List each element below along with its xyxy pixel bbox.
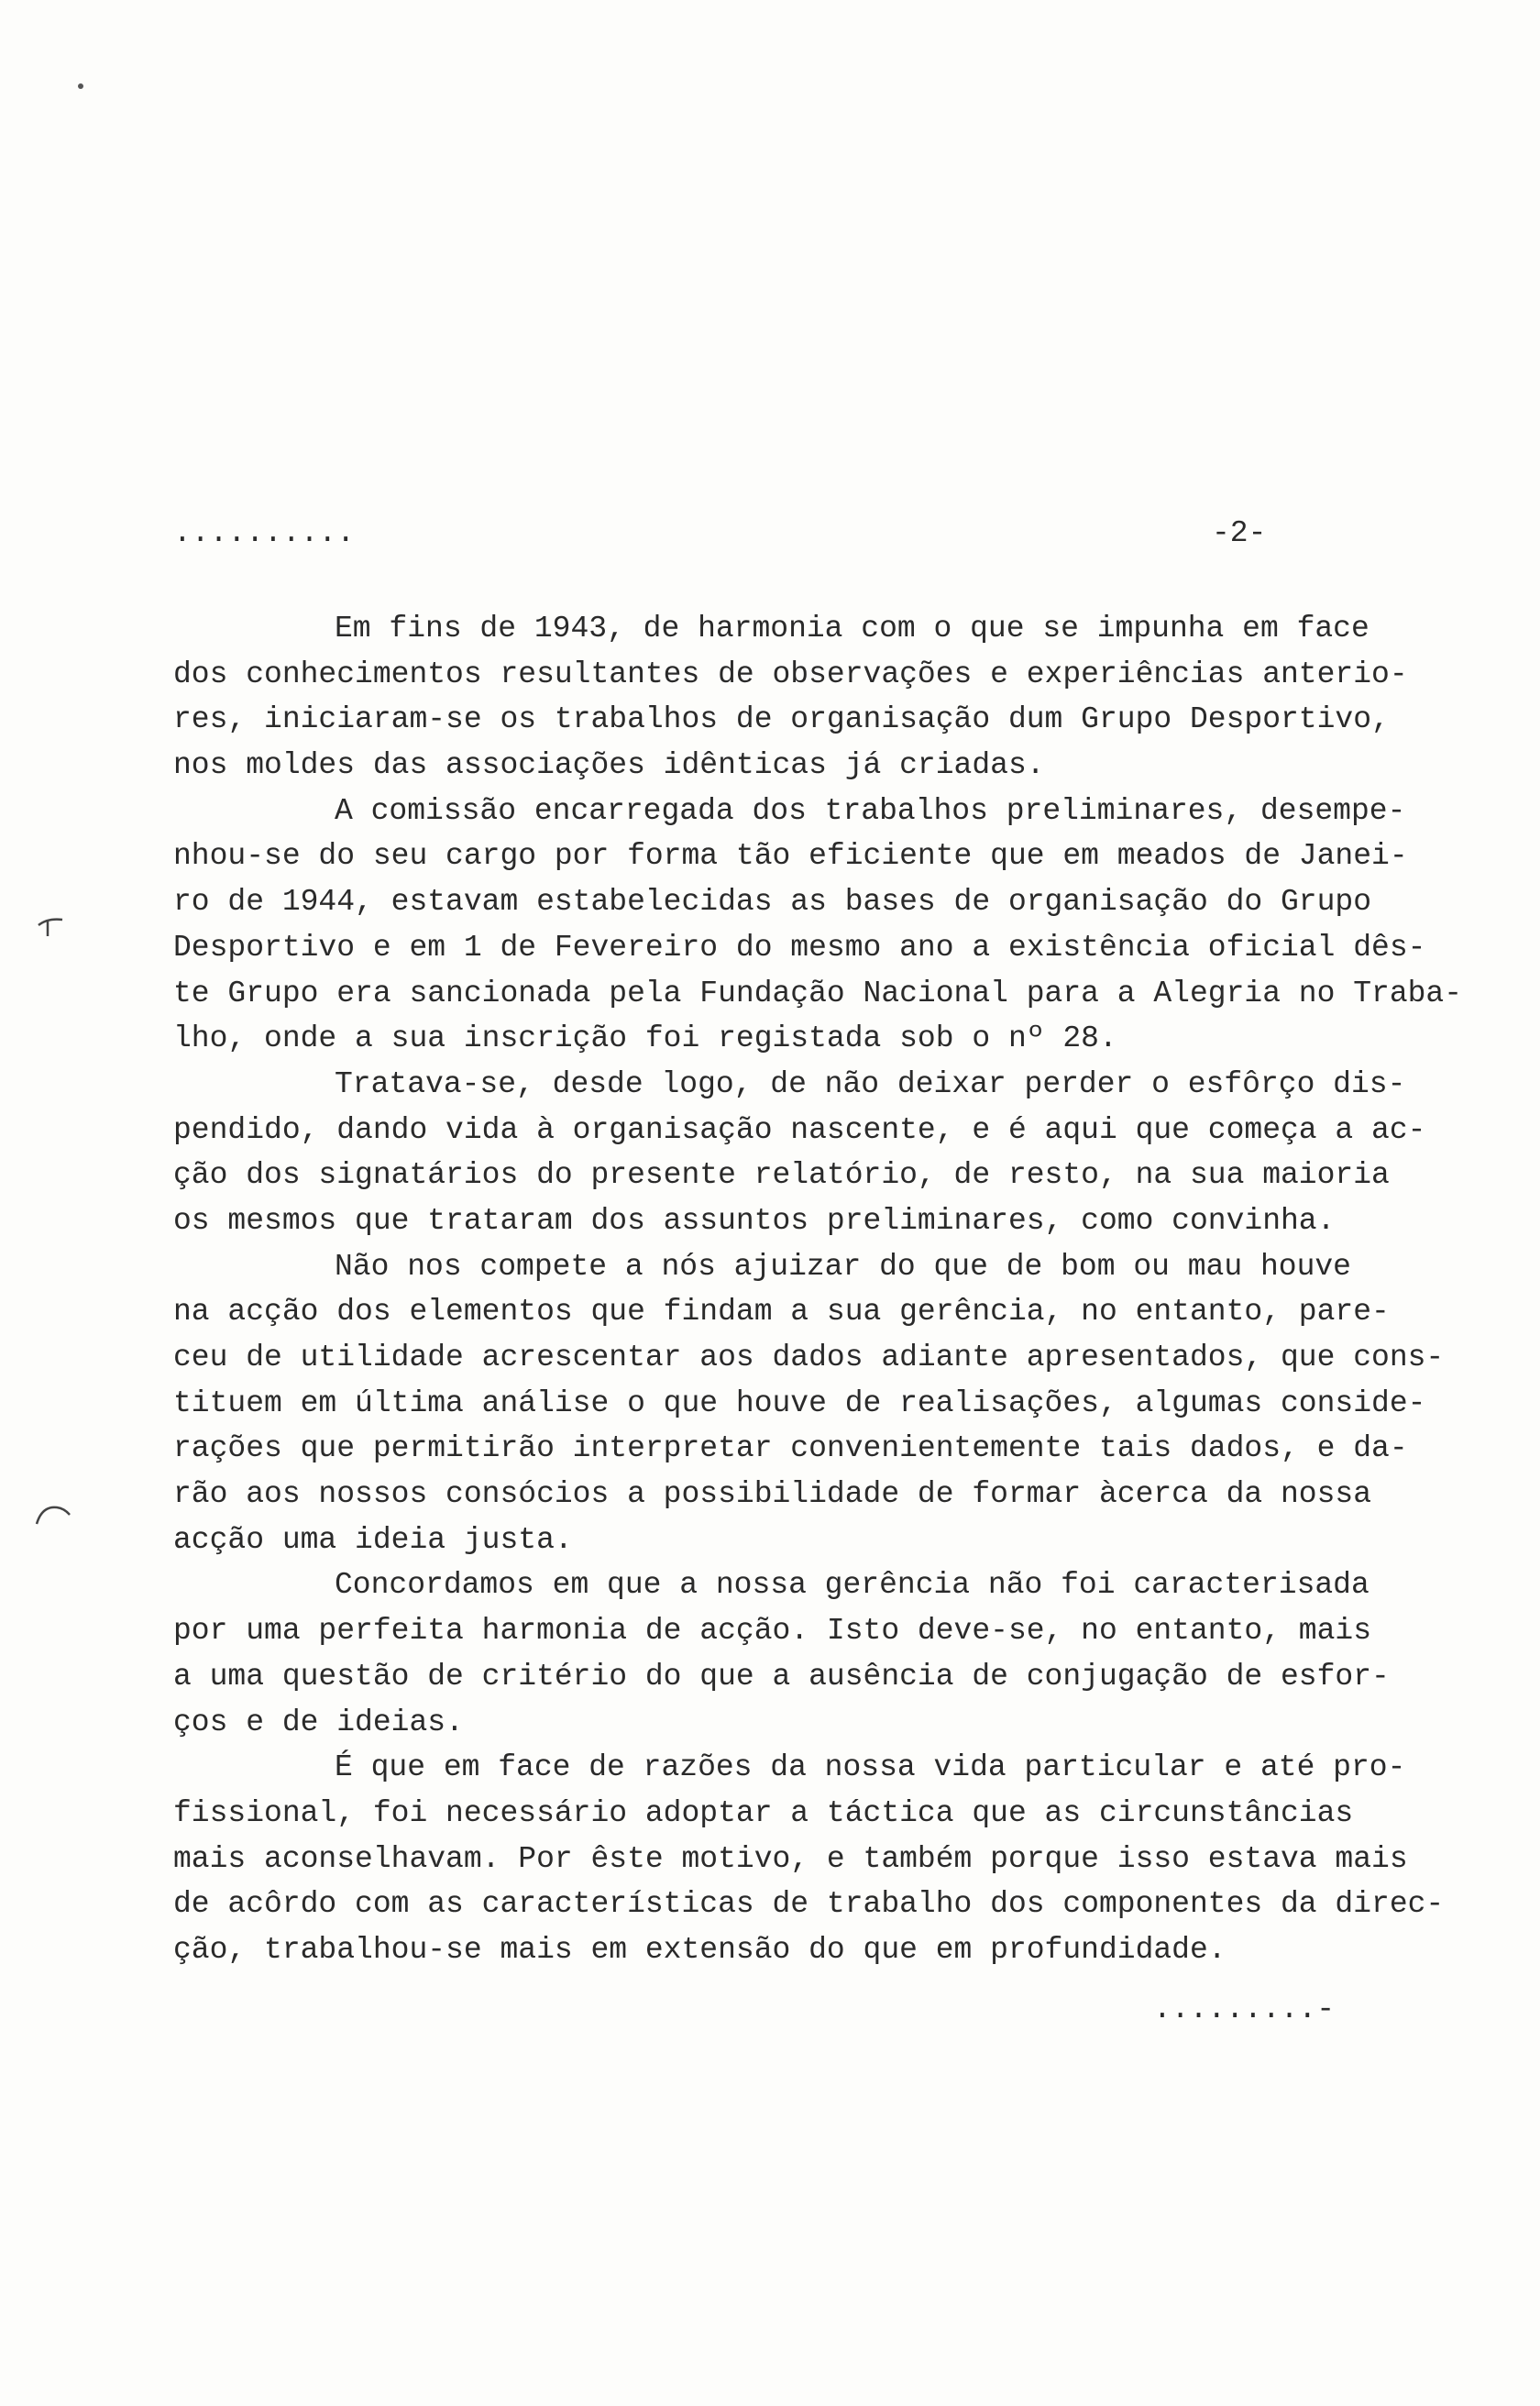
text-line: fissional, foi necessário adoptar a táctica que as circunstâncias [173, 1795, 1354, 1830]
paragraph [173, 1745, 1462, 1972]
text-line: ços e de ideias. [173, 1705, 464, 1739]
text-line: pendido, dando vida à organisação nascente, e é aqui que começa a ac- [173, 1112, 1426, 1147]
text-line: nos moldes das associações idênticas já criadas. [173, 748, 1045, 783]
text-line: ção dos signatários do presente relatório, de resto, na sua maioria [173, 1158, 1390, 1193]
text-line: de acôrdo com as características de trabalho dos componentes da direc- [173, 1887, 1445, 1922]
text-line: ção, trabalhou-se mais em extensão do que em profundidade. [173, 1932, 1226, 1967]
text-line: Concordamos em que a nossa gerência não foi caracterisada [335, 1568, 1370, 1603]
text-line: Em fins de 1943, de harmonia com o que se impunha em face [335, 612, 1370, 646]
text-line: te Grupo era sancionada pela Fundação Nacional para a Alegria no Traba- [173, 976, 1463, 1010]
body-text [173, 606, 1462, 1973]
margin-arc-mark [33, 1500, 73, 1528]
text-line: rações que permitirão interpretar convenientemente tais dados, e da- [173, 1431, 1408, 1466]
text-line: os mesmos que trataram dos assuntos preliminares, como convinha. [173, 1203, 1336, 1238]
text-line: ceu de utilidade acrescentar aos dados adiante apresentados, que cons- [173, 1341, 1445, 1374]
text-line: rão aos nossos consócios a possibilidade de formar àcerca da nossa [173, 1477, 1372, 1512]
paragraph [173, 606, 1462, 789]
text-line: Não nos compete a nós ajuizar do que de bom ou mau houve [335, 1249, 1351, 1284]
text-line: É que em face de razões da nossa vida particular e até pro- [335, 1750, 1406, 1785]
margin-hook-mark [35, 912, 72, 940]
text-line: acção uma ideia justa. [173, 1522, 573, 1557]
text-line: por uma perfeita harmonia de acção. Isto deve-se, no entanto, mais [173, 1614, 1372, 1649]
text-line: nhou-se do seu cargo por forma tão eficiente que em meados de Janei- [173, 839, 1408, 874]
text-line: a uma questão de critério do que a ausência de conjugação de esfor- [173, 1659, 1390, 1694]
text-line: Desportivo e em 1 de Fevereiro do mesmo ano a existência oficial dês- [173, 930, 1426, 965]
text-line: na acção dos elementos que findam a sua gerência, no entanto, pare- [173, 1295, 1390, 1330]
text-line: res, iniciaram-se os trabalhos de organisação dum Grupo Desportivo, [173, 702, 1390, 737]
paragraph [173, 1062, 1462, 1244]
text-line: Tratava-se, desde logo, de não deixar perder o esfôrço dis- [335, 1066, 1406, 1101]
text-line: mais aconselhavam. Por êste motivo, e também porque isso estava mais [173, 1841, 1408, 1876]
paragraph [173, 1562, 1462, 1745]
continuation-dots: .........- [1153, 1992, 1336, 2026]
text-line: ro de 1944, estavam estabelecidas as bases de organisação do Grupo [173, 885, 1372, 920]
header-dots: .......... [173, 516, 356, 550]
text-line: A comissão encarregada dos trabalhos preliminares, desempe- [335, 793, 1406, 828]
text-line: tituem em última análise o que houve de realisações, algumas conside- [173, 1385, 1426, 1420]
stray-dot-mark [75, 81, 86, 92]
paragraph [173, 789, 1462, 1062]
paragraph [173, 1244, 1462, 1563]
page-number: -2- [1212, 516, 1267, 550]
text-line: lho, onde a sua inscrição foi registada sob o nº 28. [173, 1021, 1117, 1056]
text-line: dos conhecimentos resultantes de observações e experiências anterio- [173, 657, 1408, 691]
